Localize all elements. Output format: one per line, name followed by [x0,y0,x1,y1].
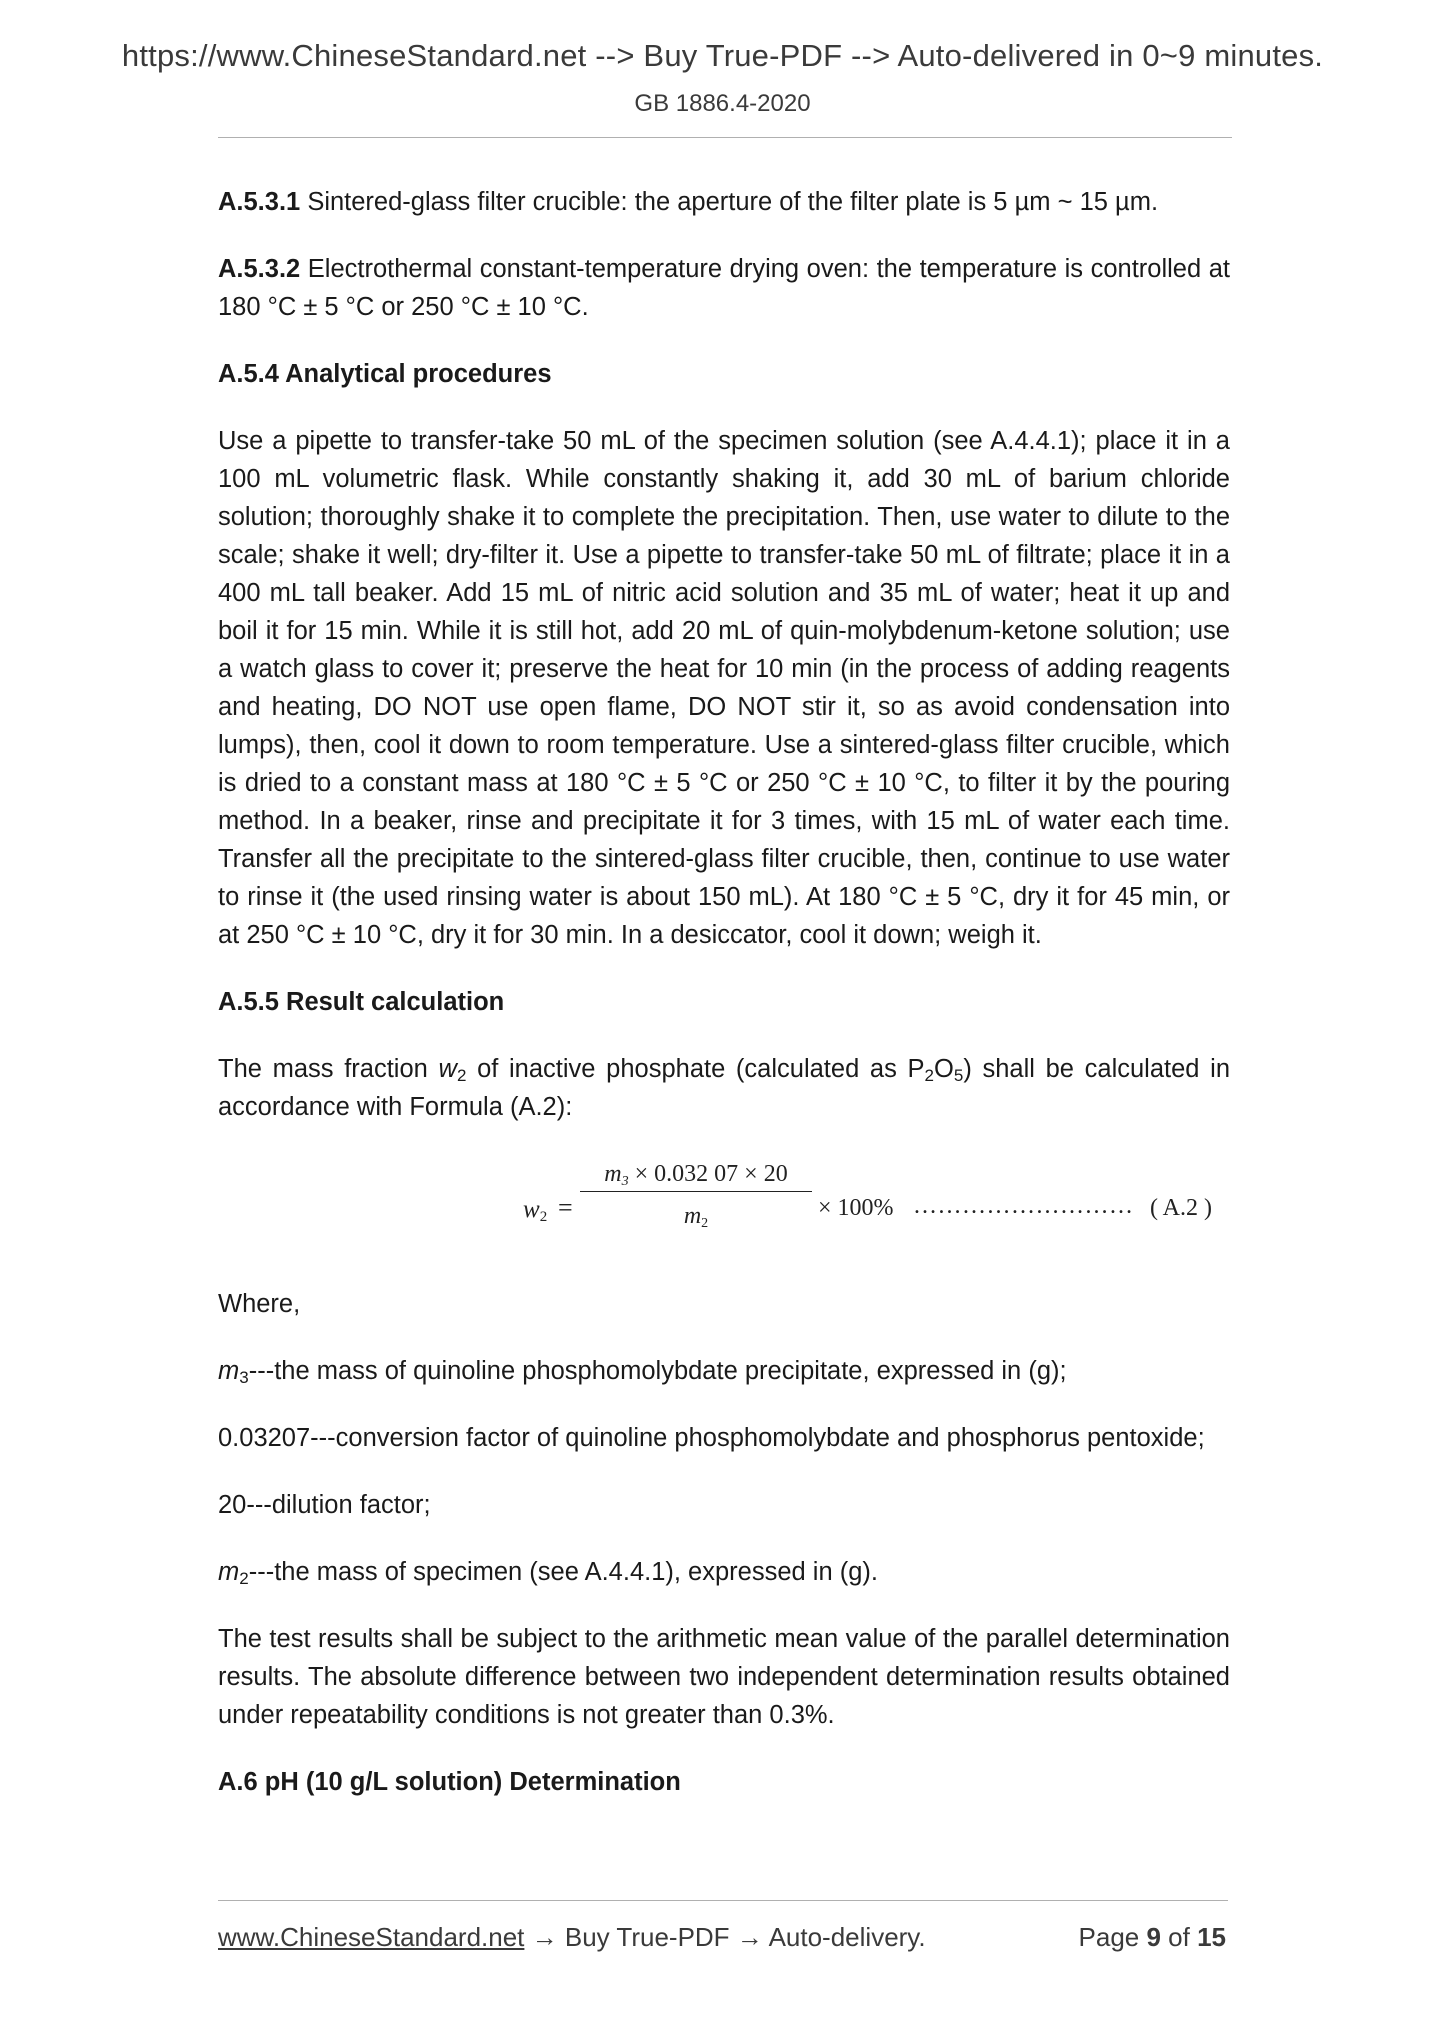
clause-number: A.5.3.1 [218,188,301,216]
definition-text: ---the mass of specimen (see A.4.4.1), expressed in (g). [248,1558,878,1586]
variable-w: w [438,1055,457,1083]
page-body [218,183,1230,1830]
definition-m2 [218,1553,1230,1591]
fraction-bar [580,1191,812,1192]
heading-result-calculation: A.5.5 Result calculation [218,988,505,1016]
formula-lhs [523,1191,547,1229]
footer-left [218,1922,926,1953]
header-divider [218,137,1232,138]
formula-leader-dots: ……………………… [913,1193,1134,1219]
page-current: 9 [1146,1922,1161,1952]
site-link[interactable]: www.ChineseStandard.net [218,1922,525,1952]
variable-m: m [218,1357,240,1385]
subscript: 3 [621,1174,629,1189]
footer-tagline: → Buy True-PDF → Auto-delivery. [524,1922,926,1952]
num-rest: × 0.032 07 × 20 [628,1161,788,1187]
num-var: $m_3$ [604,1161,629,1189]
clause-a531 [218,183,1230,221]
subscript: 2 [539,1209,548,1225]
clause-number: A.5.3.2 [218,255,301,283]
definition-text: ---the mass of quinoline phosphomolybdate precipitate, expressed in (g); [248,1357,1067,1385]
procedure-paragraph: Use a pipette to transfer-take 50 mL of the specimen solution (see A.4.4.1); place it in a 100 mL volumetric flask. While constantly shaking it, add 30 mL of barium chloride solution; thoroughly shake it to complete the precipitation. Then, use water to dilute to the scale; shake it well; dry-filter it. Use a pipette to transfer-take 50 mL of filtrate; place it in a 400 mL tall beaker. Add 15 mL of nitric acid solution and 35 mL of water; heat it up and boil it for 15 min. While it is still hot, add 20 mL of quin-molybdenum-ketone solution; use a watch glass to cover it; preserve the heat for 10 min (in the process of adding reagents and heating, DO NOT use open flame, DO NOT stir it, so as avoid condensation into lumps), then, cool it down to room temperature. Use a sintered-glass filter crucible, which is dried to a constant mass at 180 °C ± 5 °C or 250 °C ± 10 °C, to filter it by the pouring method. In a beaker, rinse and precipitate it for 3 times, with 15 mL of water each time. Transfer all the precipitate to the sintered-glass filter crucible, then, continue to use water to rinse it (the used rinsing water is about 150 mL). At 180 °C ± 5 °C, dry it for 45 min, or at 250 °C ± 10 °C, dry it for 30 min. In a desiccator, cool it down; weigh it. [218,427,1230,949]
formula-a2 [218,1155,1230,1251]
formula-multiplier: × 100% [818,1195,894,1221]
where-label: Where, [218,1290,301,1318]
formula-numerator [580,1155,812,1193]
intro-text: of inactive phosphate (calculated as P [466,1055,925,1083]
subscript: 5 [953,1066,964,1085]
definition-factor: 0.03207---conversion factor of quinoline phosphomolybdate and phosphorus pentoxide; [218,1424,1205,1452]
clause-text: Sintered-glass filter crucible: the aperture of the filter plate is 5 µm ~ 15 µm. [307,188,1159,216]
page-total: 15 [1197,1922,1226,1952]
formula-intro [218,1050,1230,1126]
subscript: 2 [924,1066,935,1085]
clause-text: Electrothermal constant-temperature drying oven: the temperature is controlled at 180 °C ± 5 °C or 250 °C ± 10 °C. [218,255,1230,321]
source-banner: https://www.ChineseStandard.net --> Buy True-PDF --> Auto-delivered in 0~9 minutes. [121,38,1324,73]
result-paragraph: The test results shall be subject to the arithmetic mean value of the parallel determination results. The absolute difference between two independent determination results obtained under repeatability conditions is not greater than 0.3%. [218,1625,1230,1729]
formula-label: ( A.2 ) [1150,1195,1212,1221]
intro-text: O [934,1055,954,1083]
intro-text: ) shall be calculated in accordance with Formula (A.2): [218,1055,1230,1121]
page-number [1079,1922,1226,1953]
standard-code: GB 1886.4-2020 [634,90,811,117]
subscript: 2 [701,1216,709,1231]
page-label: Page [1078,1922,1147,1952]
lhs-var: w [523,1196,540,1223]
heading-ph-determination: A.6 pH (10 g/L solution) Determination [218,1768,681,1796]
formula-equals: = [558,1193,573,1222]
formula-denominator: $m_2$ [683,1203,709,1231]
definition-m3 [218,1352,1230,1390]
subscript: 3 [239,1368,249,1387]
definition-dilution: 20---dilution factor; [218,1491,431,1519]
page-of: of [1160,1922,1198,1952]
clause-a532 [218,250,1230,326]
subscript: 2 [456,1066,467,1085]
footer-divider [218,1900,1228,1901]
heading-analytical-procedures: A.5.4 Analytical procedures [218,360,552,388]
intro-text: The mass fraction [218,1055,439,1083]
subscript: 2 [239,1569,249,1588]
variable-m: m [218,1558,240,1586]
